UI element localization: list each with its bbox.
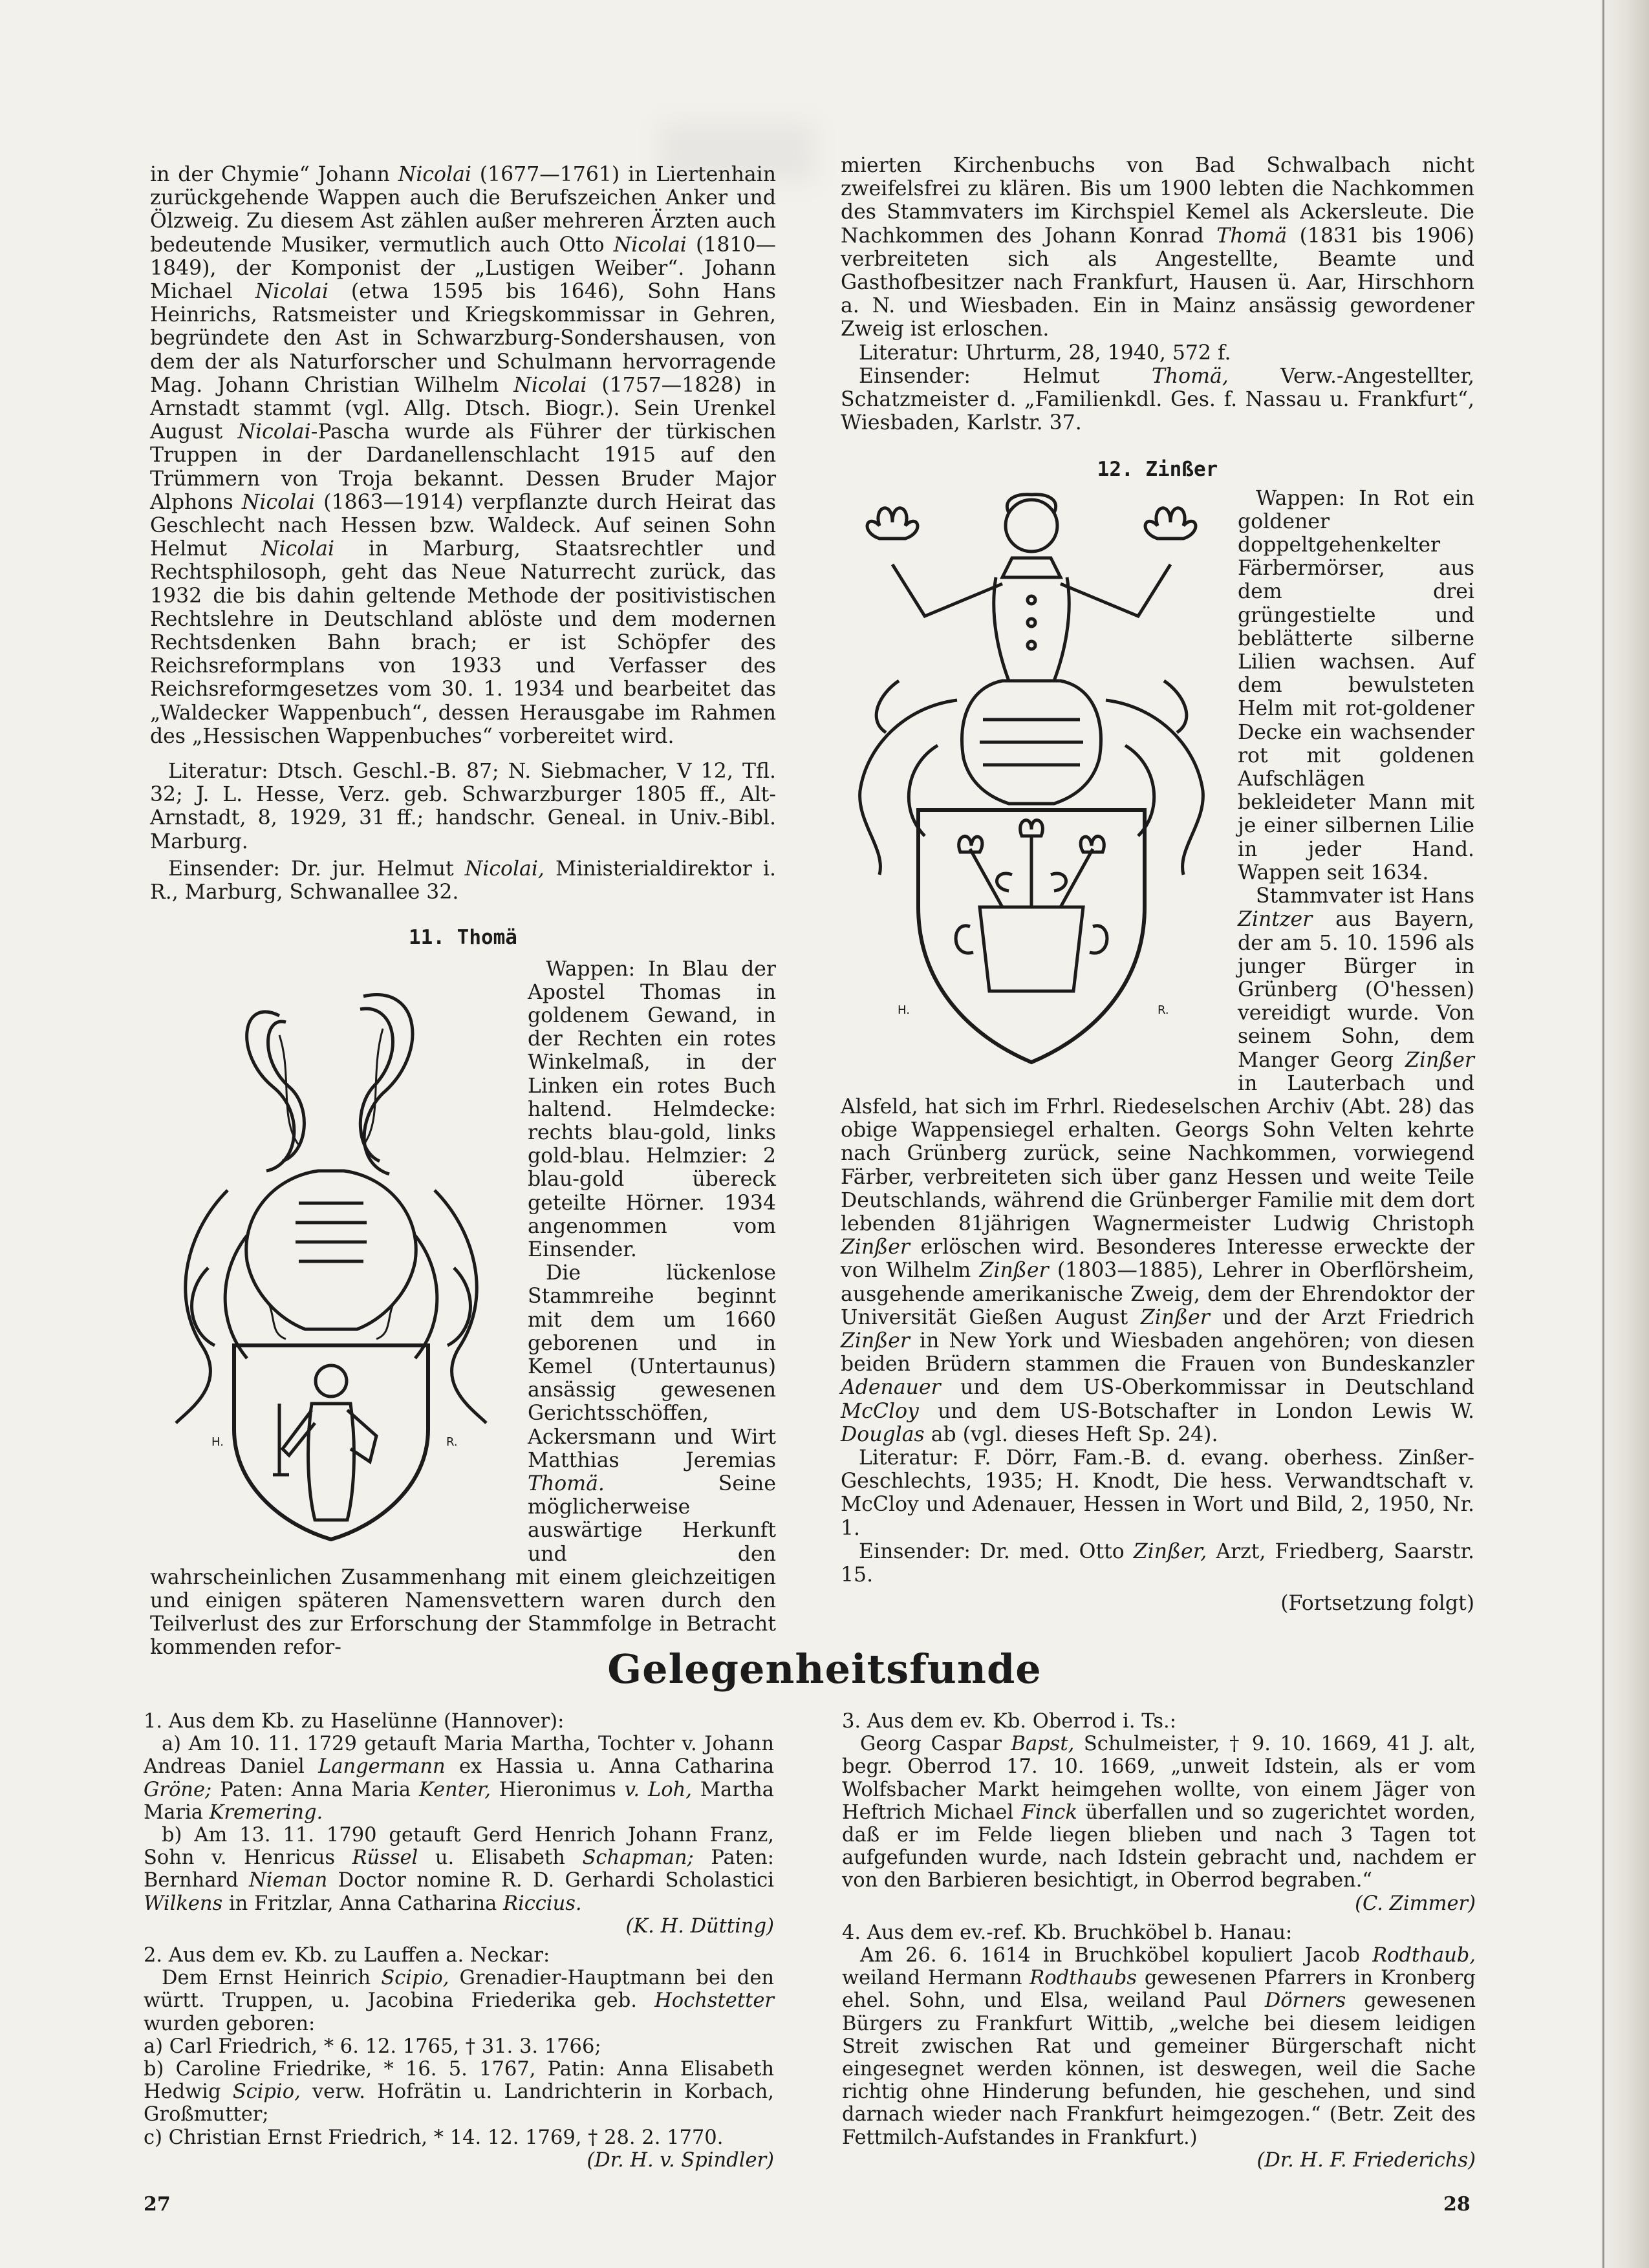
fund-2-child-c: c) Christian Ernst Friedrich, * 14. 12. 1769, † 28. 2. 1770. (144, 2126, 724, 2149)
fund-2-intro: Dem Ernst Heinrich Scipio, Grenadier-Hauptmann bei den württ. Truppen, u. Jacobina Friederika geb. Hochstetter wurden geboren: (144, 1967, 775, 2035)
funde-left-column (144, 1710, 774, 2172)
fund-4-entry: Am 26. 6. 1614 in Bruchköbel kopuliert Jacob Rodthaub, weiland Hermann Rodthaubs gewesenen Pfarrers in Kronberg ehel. Sohn, und Elsa, weiland Paul Dörners gewesenen Bürgers zu Frankfurt Wittib, „welche bei diesem leidigen Streit zwischen Rat und gemeiner Bürgerschaft nicht eingesegnet werden können, ist deswegen, weil die Sache richtig ohne Hinderung befunden, hie geschehen, und sind darnach wieder nach Frankfurt heimgezogen.“ (Betr. Zeit des Fettmilch-Aufstandes in Frankfurt.) (842, 1944, 1476, 2149)
zinsser-crest-label-h: H. (898, 1003, 910, 1017)
thoma-continuation: mierten Kirchenbuchs von Bad Schwalbach nicht zweifelsfrei zu klären. Bis um 1900 lebten die Nachkommen des Stammvaters im Kirchspiel Kemel als Ackersleute. Die Nachkommen des Johann Konrad Thomä (1831 bis 1906) verbreiteten sich als Angestellte, Beamte und Gasthofbesitzer nach Frankfurt, Hausen ü. Aar, Hirschhorn a. N. und Wiesbaden. Ein in Mainz ansässig gewordener Zweig ist erloschen. (841, 154, 1474, 341)
right-column (841, 154, 1474, 1615)
thoma-crest-label-h: H. (211, 1435, 224, 1449)
nicolai-literature: Literatur: Dtsch. Geschl.-B. 87; N. Siebmacher, V 12, Tfl. 32; J. L. Hesse, Verz. geb. Schwarzburger 1805 ff., Alt-Arnstadt, 8, 1929, 31 ff.; handschr. Geneal. in Univ.-Bibl. Marburg. (150, 760, 776, 853)
zinsser-arms-description: Wappen: In Rot ein goldener doppeltgehenkelter Färbermörser, aus dem drei grüngestielte und beblätterte silberne Lilien wachsen. Auf dem bewulsteten Helm mit rot-goldener Decke ein wachsender rot mit goldenen Aufschlägen bekleideter Mann mit je einer silbernen Lilie in jeder Hand. Wappen seit 1634. (1238, 486, 1474, 884)
fund-4-signature: (Dr. H. F. Friederichs) (1256, 2148, 1476, 2172)
section-title: Gelegenheitsfunde (607, 1645, 1042, 1693)
zinsser-crest-drawing (841, 487, 1222, 1075)
zinsser-crest-label-r: R. (1158, 1003, 1169, 1017)
page-number-left: 27 (144, 2193, 171, 2216)
fund-1-heading: 1. Aus dem Kb. zu Haselünne (Hannover): (144, 1710, 565, 1733)
thoma-coat-of-arms (150, 957, 512, 1546)
page-edge-line (1602, 0, 1604, 2268)
thoma-literature: Literatur: Uhrturm, 28, 1940, 572 f. (859, 341, 1231, 365)
nicolai-sender: Einsender: Dr. jur. Helmut Nicolai, Ministerialdirektor i. R., Marburg, Schwanallee 32. (150, 857, 776, 904)
zinsser-heading: 12. Zinßer (1097, 458, 1218, 482)
zinsser-lineage: Stammvater ist Hans Zintzer aus Bayern, der am 5. 10. 1596 als junger Bürger in Grünberg (O'hessen) vereidigt wurde. Von seinem Sohn, dem Manger Georg Zinßer in Lauterbach und Alsfeld, hat sich im Frhrl. Riedeselschen Archiv (Abt. 28) das obige Wappensiegel erhalten. Georgs Sohn Velten kehrte nach Grünberg zurück, seine Nachkommen, vorwiegend Färber, verbreiteten sich über ganz Hessen und weite Teile Deutschlands, während die Grünberger Familie mit dem dort lebenden 81jährigen Wagnermeister Ludwig Christoph Zinßer erlöschen wird. Besonderes Interesse erweckte der von Wilhelm Zinßer (1803—1885), Lehrer in Oberflörsheim, ausgehende amerikanische Zweig, dem der Ehrendoktor der Universität Gießen August Zinßer und der Arzt Friedrich Zinßer in New York und Wiesbaden angehören; von diesen beiden Brüdern stammen die Frauen von Bundeskanzler Adenauer und dem US-Oberkommissar in Deutschland McCloy und dem US-Botschafter in London Lewis W. Douglas ab (vgl. dieses Heft Sp. 24). (841, 884, 1474, 1446)
continuation-note: (Fortsetzung folgt) (1280, 1592, 1474, 1616)
fund-1-entry-a: a) Am 10. 11. 1729 getauft Maria Martha, Tochter v. Johann Andreas Daniel Langermann ex Hassia u. Anna Catharina Gröne; Paten: Anna Maria Kenter, Hieronimus v. Loh, Martha Maria Kremering. (144, 1733, 775, 1824)
fund-2-signature: (Dr. H. v. Spindler) (587, 2148, 774, 2172)
left-column (150, 163, 776, 1660)
nicolai-paragraph: in der Chymie“ Johann Nicolai (1677—1761) in Liertenhain zurückgehende Wappen auch die Berufszeichen Anker und Ölzweig. Zu diesem Ast zählen außer mehreren Ärzten auch bedeutende Musiker, vermutlich auch Otto Nicolai (1810—1849), der Komponist der „Lustigen Weiber“. Johann Michael Nicolai (etwa 1595 bis 1646), Sohn Hans Heinrichs, Ratsmeister und Kriegskommissar in Gehren, begründete den Ast in Schwarzburg-Sondershausen, von dem der als Naturforscher und Schulmann hervorragende Mag. Johann Christian Wilhelm Nicolai (1757—1828) in Arnstadt stammt (vgl. Allg. Dtsch. Biogr.). Sein Urenkel August Nicolai-Pascha wurde als Führer der türkischen Truppen in der Dardanellenschlacht 1915 auf den Trümmern von Troja bekannt. Dessen Bruder Major Alphons Nicolai (1863—1914) verpflanzte durch Heirat das Geschlecht nach Hessen bzw. Waldeck. Auf seinen Sohn Helmut Nicolai in Marburg, Staatsrechtler und Rechtsphilosoph, geht das Neue Naturrecht zurück, das 1932 die bis dahin geltende Methode der positivistischen Rechtslehre in Deutschland ablöste und dem modernen Rechtsdenken Bahn brach; er ist Schöpfer des Reichsreformplans von 1933 und Verfasser des Reichsreformgesetzes vom 30. 1. 1934 und bearbeitet das „Waldecker Wappenbuch“, dessen Herausgabe im Rahmen des „Hessischen Wappenbuches“ vorbereitet wird. (150, 163, 777, 748)
thoma-crest-label-r: R. (446, 1435, 458, 1449)
fund-1-entry-b: b) Am 13. 11. 1790 getauft Gerd Henrich Johann Franz, Sohn v. Henricus Rüssel u. Elisabeth Schapman; Paten: Bernhard Nieman Doctor nomine R. D. Gerhardi Scholastici Wilkens in Fritzlar, Anna Catharina Riccius. (144, 1824, 775, 1915)
fund-4-heading: 4. Aus dem ev.-ref. Kb. Bruchköbel b. Hanau: (842, 1921, 1293, 1944)
funde-right-column (842, 1710, 1476, 2172)
thoma-crest-drawing (150, 957, 512, 1546)
page-number-right: 28 (1443, 2193, 1471, 2216)
thoma-heading: 11. Thomä (409, 926, 517, 950)
zinsser-coat-of-arms (841, 487, 1222, 1075)
thoma-lineage: Die lückenlose Stammreihe beginnt mit dem um 1660 geborenen und in Kemel (Untertaunus) ansässig gewesenen Gerichtsschöffen, Ackersmann und Wirt Matthias Jeremias Thomä. Seine möglicherweise auswärtige Herkunft und den wahrscheinlichen Zusammenhang mit einem gleichzeitigen und einigen späteren Namensvettern waren durch den Teilverlust des zur Erforschung der Stammfolge in Betracht kommenden refor- (150, 1261, 776, 1660)
zinsser-sender: Einsender: Dr. med. Otto Zinßer, Arzt, Friedberg, Saarstr. 15. (841, 1539, 1474, 1587)
thoma-arms-description: Wappen: In Blau der Apostel Thomas in goldenem Gewand, in der Rechten ein rotes Winkelmaß, in der Linken ein rotes Buch haltend. Helmdecke: rechts blau-gold, links gold-blau. Helmzier: 2 blau-gold übereck geteilte Hörner. 1934 angenommen vom Einsender. (528, 957, 776, 1261)
fund-2-child-b: b) Caroline Friedrike, * 16. 5. 1767, Patin: Anna Elisabeth Hedwig Scipio, verw. Hofrätin u. Landrichterin in Korbach, Großmutter; (144, 2058, 774, 2126)
thoma-sender: Einsender: Helmut Thomä, Verw.-Angestellter, Schatzmeister d. „Familienkdl. Ges. f. Nassau u. Frankfurt“, Wiesbaden, Karlstr. 37. (841, 364, 1474, 435)
fund-3-signature: (C. Zimmer) (1355, 1892, 1476, 1915)
fund-1-signature: (K. H. Dütting) (625, 1914, 774, 1938)
fund-2-child-a: a) Carl Friedrich, * 6. 12. 1765, † 31. 3. 1766; (144, 2035, 601, 2058)
fund-3-heading: 3. Aus dem ev. Kb. Oberrod i. Ts.: (842, 1710, 1176, 1733)
page-fold-shadow (1597, 0, 1649, 2268)
fund-3-entry: Georg Caspar Bapst, Schulmeister, † 9. 10. 1669, 41 J. alt, begr. Oberrod 17. 10. 1669, „unweit Idstein, als er vom Wolfsbacher Markt heimgehen wollte, von einem Jäger von Heftrich Michael Finck überfallen und so zugerichtet worden, daß er im Felde liegen blieben und nach 3 Tagen tot aufgefunden wurde, nach Idstein gebracht und, nachdem er von den Barbieren besichtigt, in Oberrod begraben.“ (842, 1733, 1476, 1892)
zinsser-literature: Literatur: F. Dörr, Fam.-B. d. evang. oberhess. Zinßer-Geschlechts, 1935; H. Knodt, Die hess. Verwandtschaft v. McCloy und Adenauer, Hessen in Wort und Bild, 2, 1950, Nr. 1. (841, 1446, 1474, 1540)
fund-2-heading: 2. Aus dem ev. Kb. zu Lauffen a. Neckar: (144, 1944, 550, 1967)
